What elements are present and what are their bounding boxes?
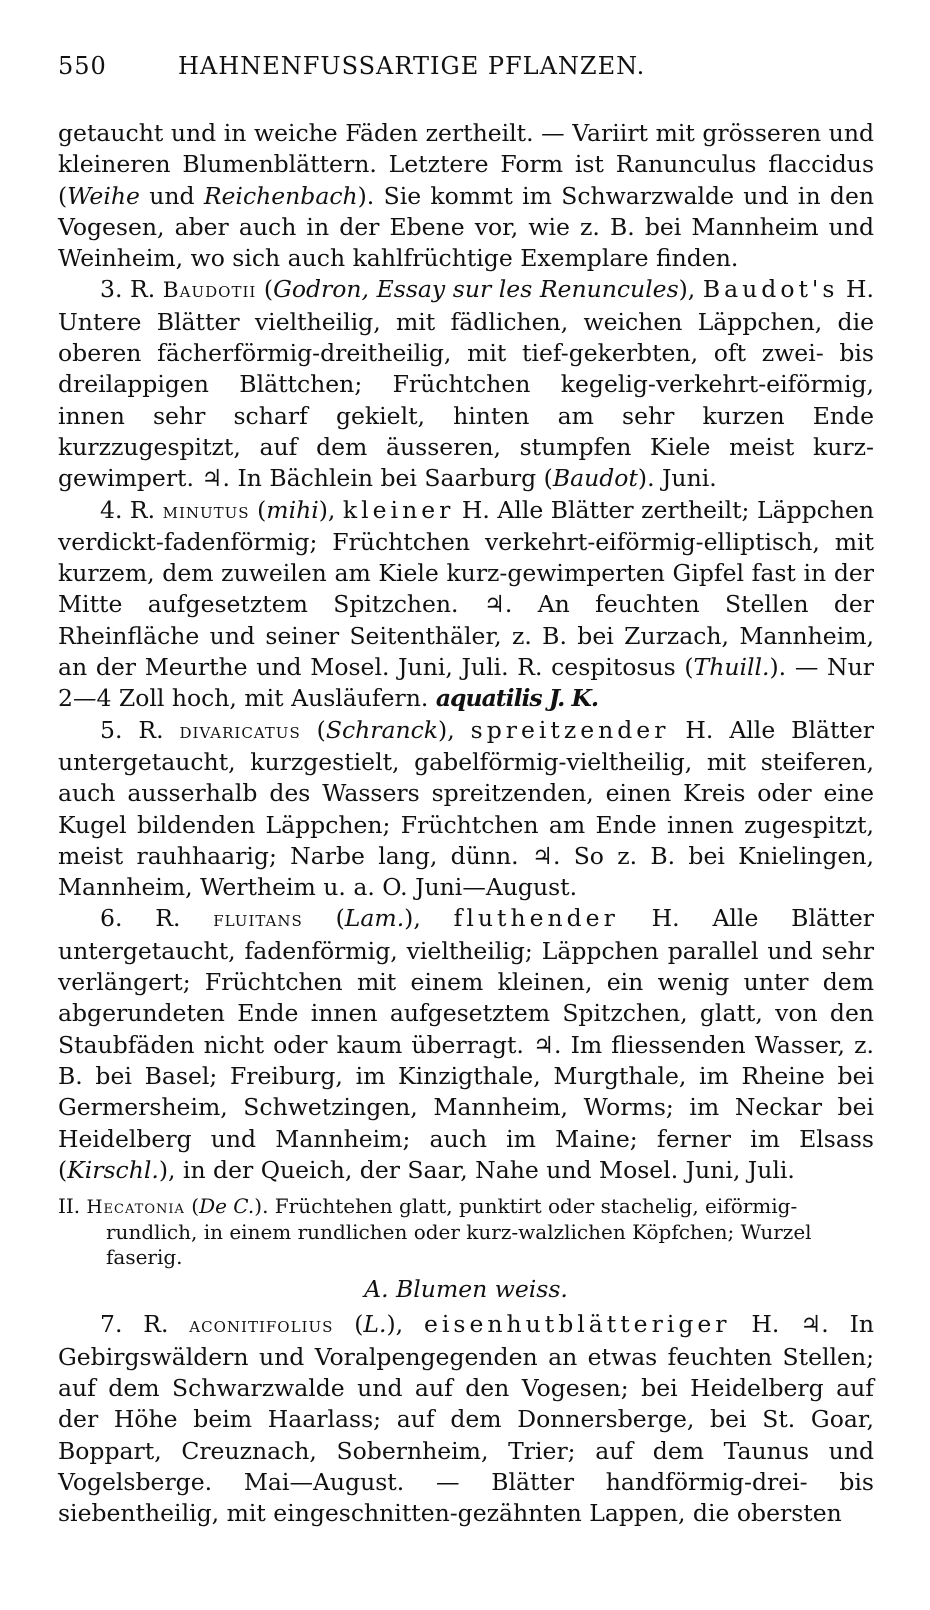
entry-7: 7. R. aconitifolius (L.), eisenhutblätteriger H. ♃. In Gebirgswäldern und Voralpengegenden an etwas feuchten Stellen; auf dem Schwarzwalde und auf den Vogesen; bei Heidelberg auf der Höhe beim Haarlass; auf dem Donnersberge, bei St. Goar, Boppart, Creuznach, Sobernheim, Trier; auf dem Taunus und Vogelsberge. Mai—August. — Blätter handförmig-drei- bis siebentheilig, mit eingeschnitten-gezähnten Lappen, die obersten [58, 1310, 874, 1528]
common-name: spreitzender [470, 715, 670, 744]
author: Schranck [325, 715, 439, 744]
entry-4: 4. R. minutus (mihi), kleiner H. Alle Blätter zertheilt; Läppchen verdickt-fadenförmig; Früchtchen verkehrt-eiförmig-elliptisch, mit kurzem, dem zuweilen am Kiele kurz-gewimperten Gipfel fast in der Mitte aufgesetztem Spitzchen. ♃. An feuchten Stellen der Rheinfläche und seiner Seitenthäler, z. B. bei Zurzach, Mannheim, an der Meurthe und Mosel. Juni, Juli. R. cespitosus (Thuill.). — Nur 2—4 Zoll hoch, mit Ausläufern. aquatilis J. K. [58, 495, 875, 713]
body-text-2 [58, 1309, 874, 1529]
section-heading: II. Hecatonia (De C.). Früchtehen glatt, punktirt oder stachelig, eiförmig-rundlich, in einem rundlichen oder kurz-walzlichen Köpfchen; Wurzel faserig. [58, 1194, 812, 1270]
species-name: Baudotii [162, 278, 257, 304]
species-name: divaricatus [179, 718, 301, 744]
entry-6: 6. R. fluitans (Lam.), fluthender H. Alle Blätter untergetaucht, fadenförmig, vieltheilig; Läppchen parallel und sehr verlängert; Früchtchen mit einem kleinen, ein wenig unter dem abgerundeten Ende innen aufgesetztem Spitzchen, glatt, von den Staubfäden nicht oder kaum überragt. ♃. Im fliessenden Wasser, z. B. bei Basel; Freiburg, im Kinzigthale, Murgthale, im Rheine bei Germersheim, Schwetzingen, Mannheim, Worms; im Neckar bei Heidelberg und Mannheim; auch im Maine; ferner im Elsass (Kirschl.), in der Queich, der Saar, Nahe und Mosel. Juni, Juli. [58, 904, 875, 1184]
entry-3: 3. R. Baudotii (Godron, Essay sur les Renuncules), Baudot's H. Untere Blätter vieltheilig, mit fädlichen, weichen Läppchen, die oberen fächerförmig-dreitheilig, mit tief-gekerbten, oft zwei- bis dreilappigen Blättchen; Früchtchen kegelig-verkehrt-eiförmig, innen sehr scharf gekielt, hinten am sehr kurzen Ende kurzzugespitzt, auf dem äusseren, stumpfen Kiele meist kurz-gewimpert. ♃. In Bächlein bei Saarburg (Baudot). Juni. [58, 275, 875, 493]
paragraph-continued: getaucht und in weiche Fäden zertheilt. — Variirt mit grösseren und kleineren Blumenblättern. Letztere Form ist Ranunculus flaccidus (Weihe und Reichenbach). Sie kommt im Schwarzwalde und in den Vogesen, aber auch in der Ebene vor, wie z. B. bei Mannheim und Weinheim, wo sich auch kahlfrüchtige Exemplare finden. [58, 119, 874, 273]
handwritten-note: aquatilis J. K. [435, 684, 599, 713]
species-name: fluitans [213, 907, 303, 933]
species-name: minutus [162, 498, 250, 524]
common-name: Baudot's [702, 275, 839, 304]
page-header [58, 52, 874, 80]
author: Lam. [344, 904, 405, 933]
common-name: kleiner [342, 495, 455, 524]
section-name: Hecatonia [86, 1197, 185, 1219]
page-number: 550 [58, 52, 107, 80]
common-name: eisenhutblätteriger [423, 1310, 731, 1339]
species-name: aconitifolius [189, 1313, 334, 1339]
subsection-heading: A. Blumen weiss. [364, 1275, 568, 1304]
common-name: fluthender [453, 904, 619, 933]
entry-5: 5. R. divaricatus (Schranck), spreitzender H. Alle Blätter untergetaucht, kurzgestielt, gabelförmig-vieltheilig, mit steiferen, auch ausserhalb des Wassers spreitzenden, einen Kreis oder eine Kugel bildenden Läppchen; Früchtchen am Ende innen zugespitzt, meist rauhhaarig; Narbe lang, dünn. ♃. So z. B. bei Knielingen, Mannheim, Wertheim u. a. O. Juni—August. [58, 715, 875, 902]
author: mihi [266, 495, 319, 524]
body-text [58, 118, 874, 1186]
author: Godron, Essay sur les Renuncules [273, 275, 679, 304]
author: L. [363, 1310, 387, 1339]
running-title: HAHNENFUSSARTIGE PFLANZEN. [178, 52, 646, 80]
